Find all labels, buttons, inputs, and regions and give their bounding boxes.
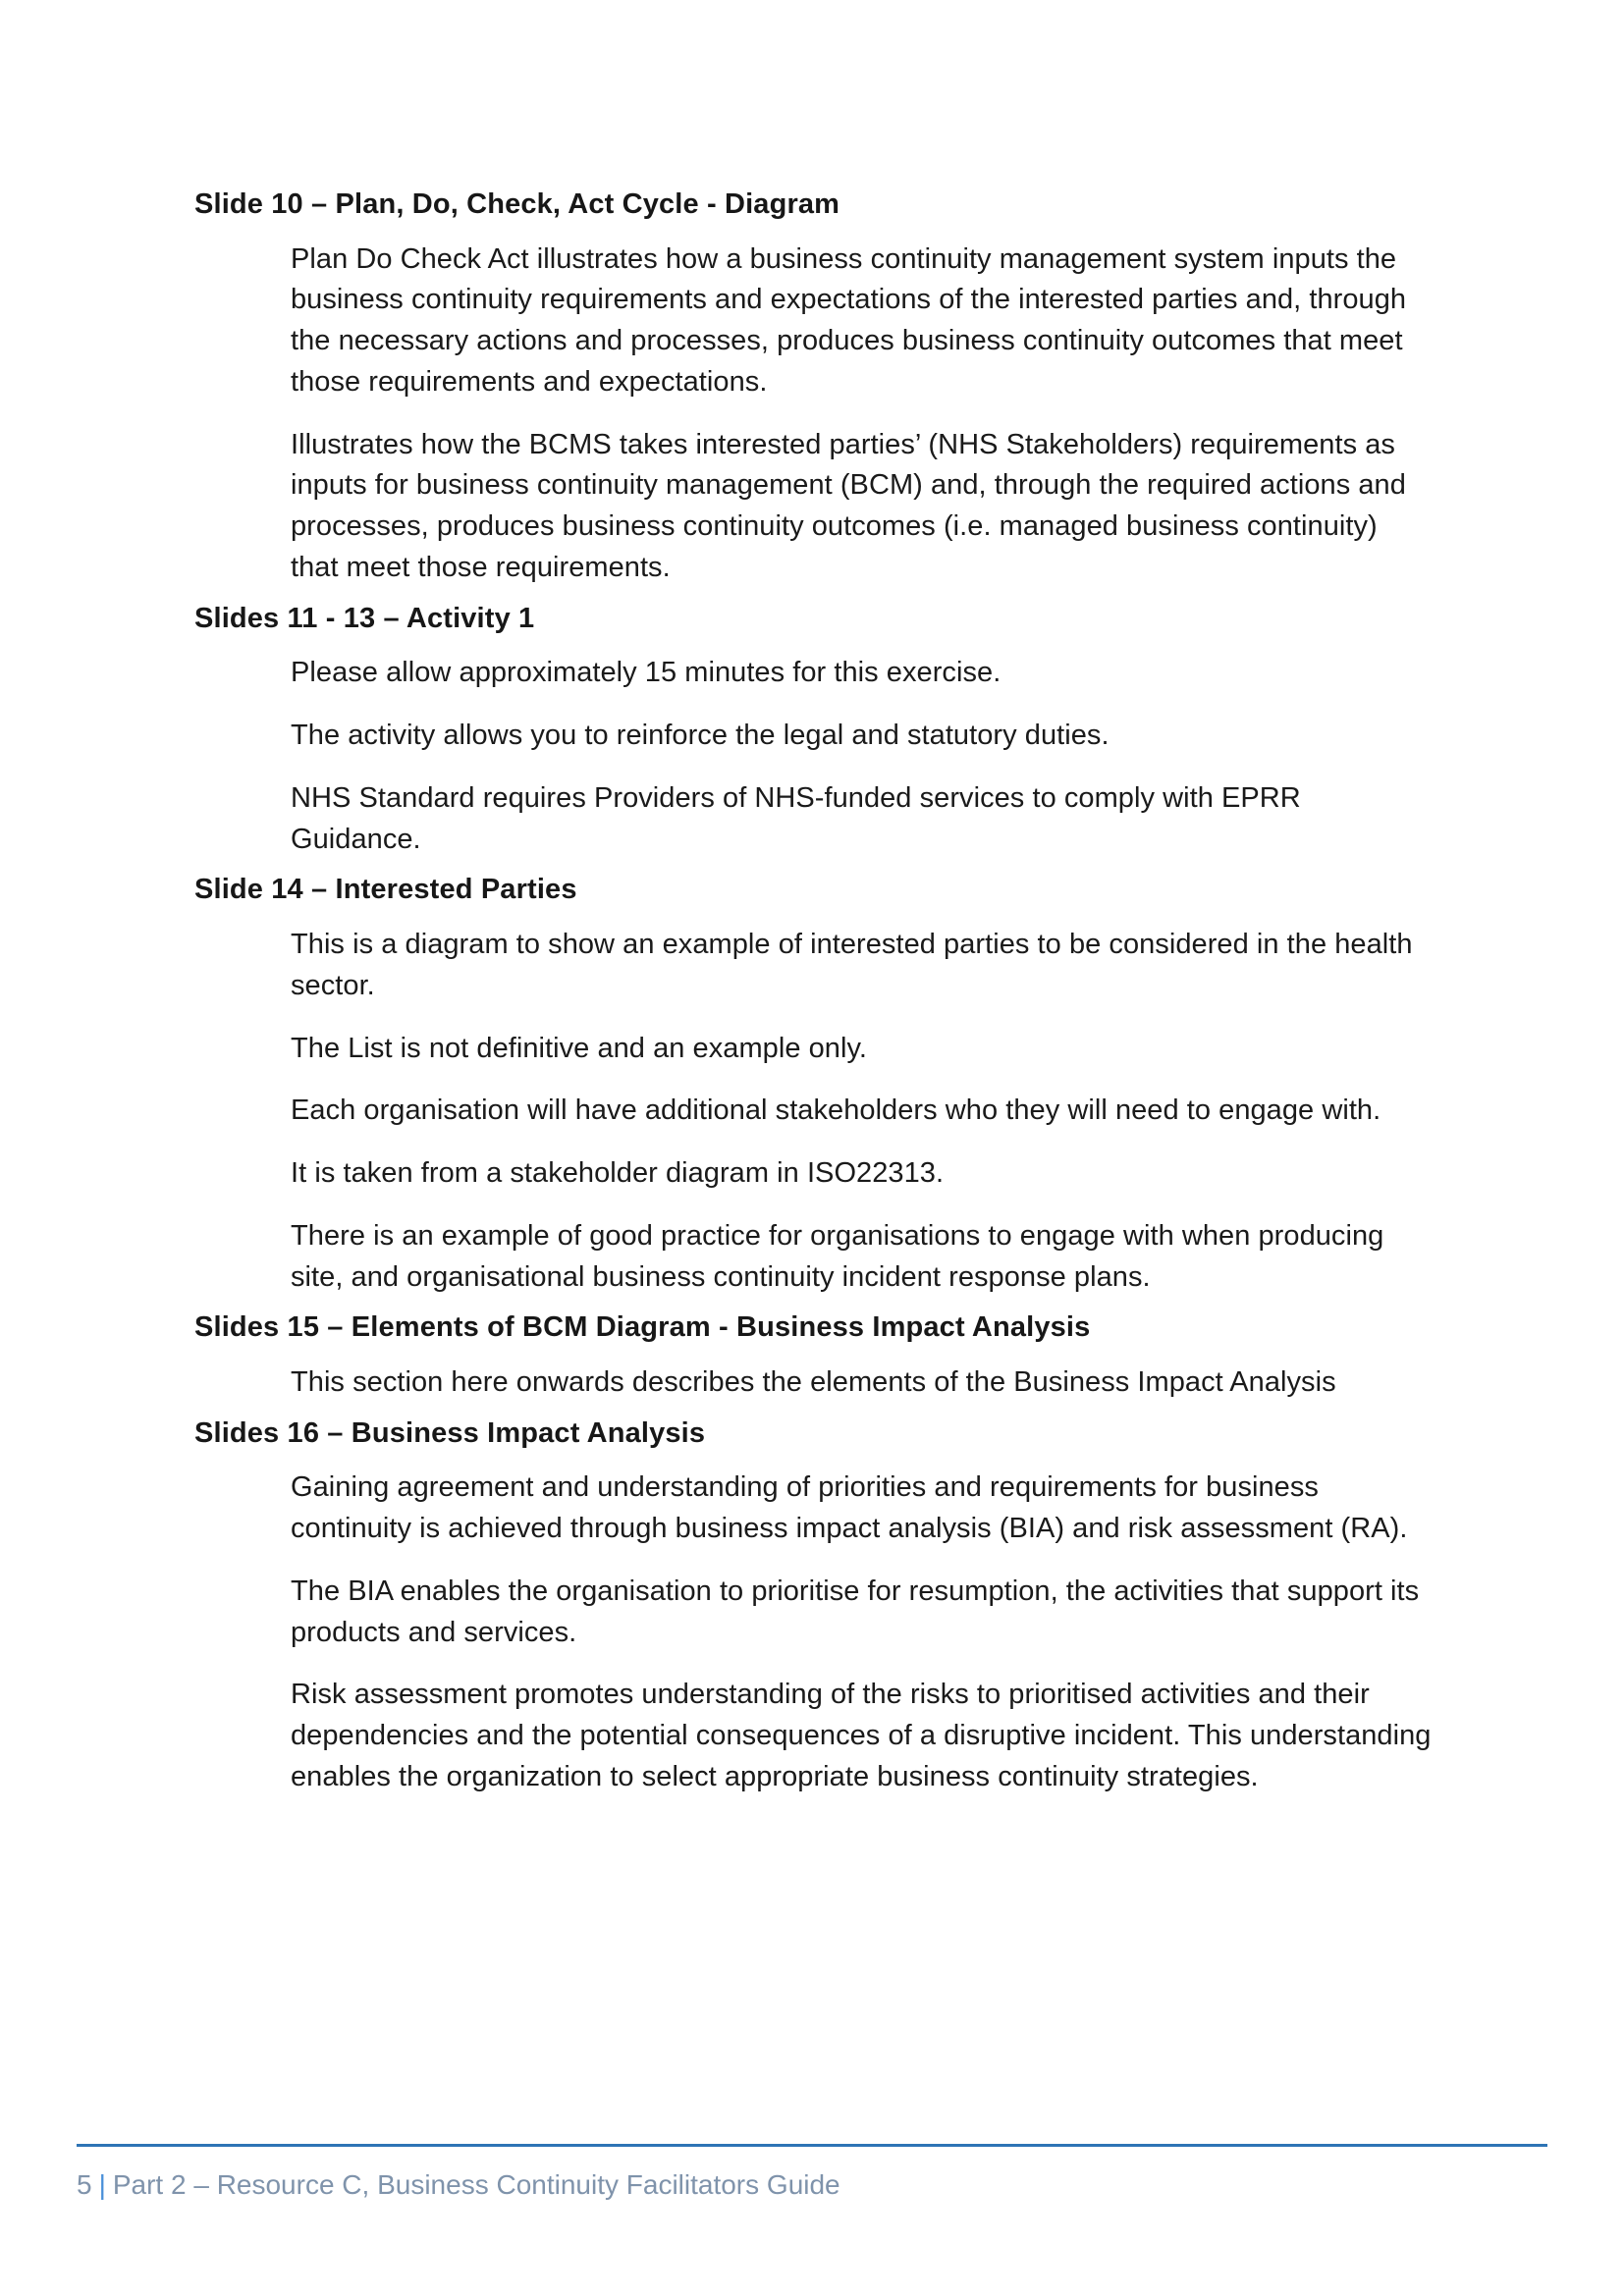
section-heading: Slides 11 - 13 – Activity 1 — [194, 602, 535, 634]
section-heading: Slide 10 – Plan, Do, Check, Act Cycle - Diagram — [194, 188, 840, 220]
footer-title: Part 2 – Resource C, Business Continuity Facilitators Guide — [112, 2169, 840, 2201]
section-paragraph: This is a diagram to show an example of interested parties to be considered in the health sector. — [291, 929, 1413, 1001]
footer-divider — [77, 2144, 1547, 2147]
document-section — [194, 872, 1432, 1298]
section-paragraph: Please allow approximately 15 minutes for this exercise. — [291, 657, 1001, 689]
section-heading: Slides 15 – Elements of BCM Diagram - Business Impact Analysis — [194, 1311, 1091, 1344]
section-paragraph: The BIA enables the organisation to prioritise for resumption, the activities that support its products and services. — [291, 1575, 1420, 1648]
footer-separator: | — [98, 2169, 106, 2201]
page-content — [194, 187, 1432, 1798]
section-paragraph: Each organisation will have additional stakeholders who they will need to engage with. — [291, 1095, 1381, 1127]
section-paragraph: There is an example of good practice for organisations to engage with when producing site, and organisational business continuity incident response plans. — [291, 1219, 1384, 1293]
section-paragraph: This section here onwards describes the elements of the Business Impact Analysis — [291, 1366, 1336, 1398]
section-heading: Slides 16 – Business Impact Analysis — [194, 1416, 706, 1449]
section-paragraph: The activity allows you to reinforce the legal and statutory duties. — [291, 720, 1110, 752]
document-section — [194, 1415, 1432, 1798]
section-paragraph: Risk assessment promotes understanding of the risks to prioritised activities and their dependencies and the potential consequences of a disruptive incident. This understanding enables the organization to select appropriate business continuity strategies. — [291, 1679, 1432, 1792]
section-paragraph: It is taken from a stakeholder diagram in ISO22313. — [291, 1157, 945, 1190]
document-section — [194, 601, 1432, 861]
document-section — [194, 1309, 1432, 1403]
section-heading: Slide 14 – Interested Parties — [194, 874, 577, 906]
document-section — [194, 187, 1432, 589]
section-paragraph: Gaining agreement and understanding of priorities and requirements for business continuity is achieved through business impact analysis (BIA) and risk assessment (RA). — [291, 1471, 1408, 1545]
section-paragraph: The List is not definitive and an example only. — [291, 1032, 867, 1064]
page-footer — [77, 2144, 1547, 2202]
footer-page-number: 5 — [77, 2169, 92, 2201]
section-paragraph: Illustrates how the BCMS takes interested parties’ (NHS Stakeholders) requirements as inputs for business continuity management (BCM) and, through the required actions and processes, produces business continuity outcomes (i.e. managed business continuity) that meet those requirements. — [291, 428, 1406, 583]
section-paragraph: Plan Do Check Act illustrates how a business continuity management system inputs the business continuity requirements and expectations of the interested parties and, through the necessary actions and processes, produces business continuity outcomes that meet those requirements and expectations. — [291, 242, 1407, 398]
section-paragraph: NHS Standard requires Providers of NHS-funded services to comply with EPRR Guidance. — [291, 781, 1301, 855]
footer-content — [77, 2168, 1547, 2202]
